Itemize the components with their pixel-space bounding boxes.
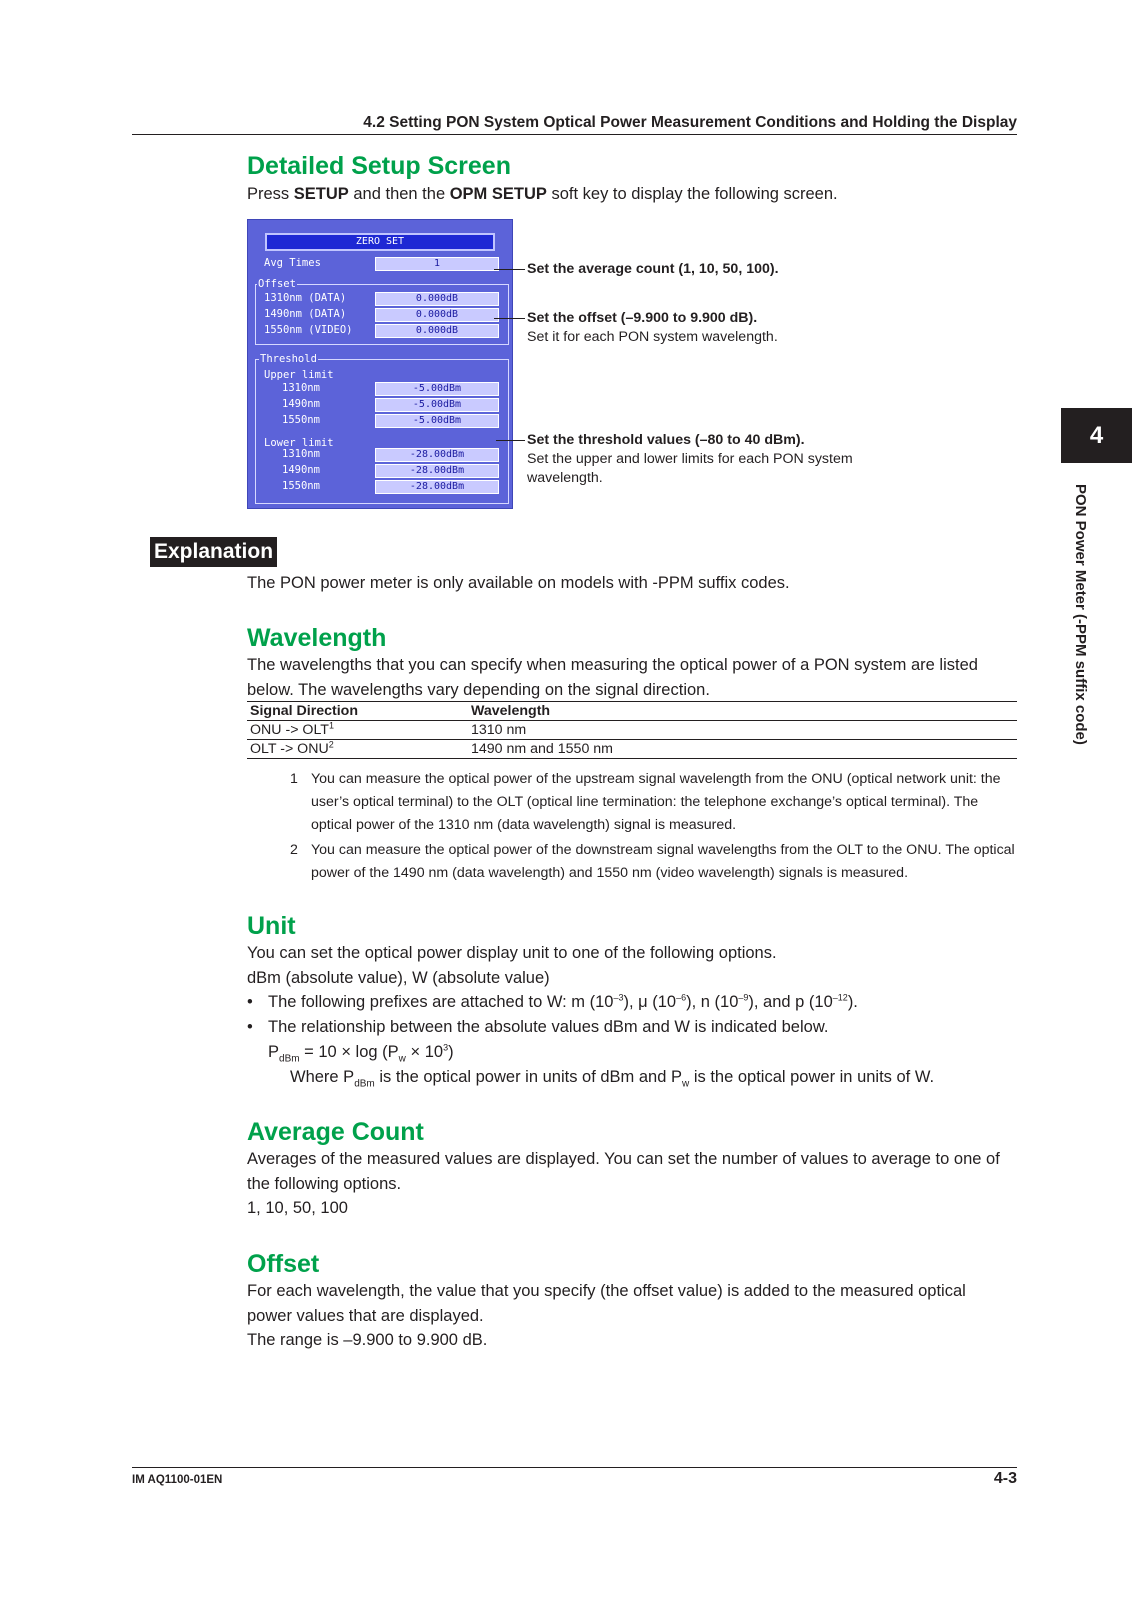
table-cell: OLT -> $ONU^2$ xyxy=(247,740,468,759)
offset-row-label: 1490nm (DATA) xyxy=(264,308,347,320)
lower-row-label: 1490nm xyxy=(282,464,320,476)
offset-row-label: 1310nm (DATA) xyxy=(264,292,347,304)
average-count-options: 1, 10, 50, 100 xyxy=(247,1199,348,1217)
offset-row-label: 1550nm (VIDEO) xyxy=(264,324,353,336)
offset-range: The range is –9.900 to 9.900 dB. xyxy=(247,1331,488,1349)
detailed-setup-intro: Press SETUP and then the OPM SETUP soft key to display the following screen. xyxy=(247,185,838,203)
lower-row-value: -28.00dBm xyxy=(375,464,499,478)
explanation-text: The PON power meter is only available on models with -PPM suffix codes. xyxy=(247,574,790,592)
offset-row-value: 0.000dB xyxy=(375,292,499,306)
unit-bullet-1: • The following prefixes are attached to W: m $(10^{-3})$, μ $(10^{-6})$, n $(10^{-9})$, and p $(10^{-12})$. xyxy=(247,992,858,1011)
upper-row-label: 1490nm xyxy=(282,398,320,410)
offset-heading: Offset xyxy=(247,1250,320,1278)
unit-line-2: dBm (absolute value), W (absolute value) xyxy=(247,969,550,987)
chapter-tab: 4 xyxy=(1061,408,1132,463)
page-number: 4-3 xyxy=(993,1470,1017,1487)
avg-callout-line xyxy=(494,269,525,270)
upper-row-label: 1310nm xyxy=(282,382,320,394)
offset-row-value: 0.000dB xyxy=(375,308,499,322)
wavelength-table xyxy=(247,701,1017,759)
unit-bullet-2: • The relationship between the absolute values dBm and W is indicated below. xyxy=(247,1018,829,1036)
unit-where: Where $P_{dBm}$ is the optical power in units of dBm and $P_w$ is the optical power in units of W. xyxy=(290,1068,935,1090)
lower-row-value: -28.00dBm xyxy=(375,448,499,462)
detailed-setup-heading: Detailed Setup Screen xyxy=(247,152,511,180)
footer-rule xyxy=(132,1467,1017,1468)
unit-formula: $P_{dBm} = 10 \times \log (P_w \times 10^3)$ xyxy=(268,1042,454,1065)
offset-callout-line xyxy=(494,318,525,319)
explanation-label: Explanation xyxy=(150,537,277,567)
avg-callout: Set the average count (1, 10, 50, 100). xyxy=(527,261,779,277)
offset-callout: Set the offset (–9.900 to 9.900 dB). Set it for each PON system wavelength. xyxy=(527,310,778,345)
table-header: Signal Direction xyxy=(247,702,468,721)
threshold-group-title: Threshold xyxy=(260,353,317,365)
header-rule xyxy=(132,134,1017,135)
table-row xyxy=(247,740,1017,759)
wavelength-heading: Wavelength xyxy=(247,624,387,652)
table-cell: ONU -> $OLT^1$ xyxy=(247,721,468,740)
unit-heading: Unit xyxy=(247,912,296,940)
avg-times-label: Avg Times xyxy=(264,257,321,269)
average-count-text: Averages of the measured values are displayed. You can set the number of values to average to one of the following options. xyxy=(247,1150,1000,1193)
table-header-row xyxy=(247,702,1017,721)
zero-set-button: ZERO SET xyxy=(265,233,495,251)
wavelength-text: The wavelengths that you can specify when measuring the optical power of a PON system are listed below. The wavelengths vary depending on the signal direction. xyxy=(247,656,978,699)
footnote-1: 1 You can measure the optical power of the upstream signal wavelength from the ONU (optical network unit: the user’s optical terminal) to the OLT (optical line termination: the telephone exchange’s optical terminal). The optical power of the 1310 nm (data wavelength) signal is measured. xyxy=(290,771,1001,833)
manual-number: IM AQ1100-01EN xyxy=(132,1474,223,1486)
table-cell: 1310 nm xyxy=(468,721,1017,740)
upper-row-value: -5.00dBm xyxy=(375,398,499,412)
running-header: 4.2 Setting PON System Optical Power Measurement Conditions and Holding the Display xyxy=(363,114,1017,131)
table-header: Wavelength xyxy=(468,702,1017,721)
chapter-side-title: PON Power Meter (-PPM suffix code) xyxy=(1072,484,1089,745)
upper-row-label: 1550nm xyxy=(282,414,320,426)
unit-line-1: You can set the optical power display unit to one of the following options. xyxy=(247,944,777,962)
lower-row-label: 1310nm xyxy=(282,448,320,460)
avg-times-value: 1 xyxy=(375,257,499,271)
average-count-heading: Average Count xyxy=(247,1118,424,1146)
table-cell: 1490 nm and 1550 nm xyxy=(468,740,1017,759)
offset-text: For each wavelength, the value that you specify (the offset value) is added to the measured optical power values that are displayed. xyxy=(247,1282,966,1325)
upper-row-value: -5.00dBm xyxy=(375,382,499,396)
upper-limit-label: Upper limit xyxy=(264,369,334,381)
lower-row-label: 1550nm xyxy=(282,480,320,492)
offset-group-title: Offset xyxy=(258,278,296,290)
table-row xyxy=(247,721,1017,740)
lower-row-value: -28.00dBm xyxy=(375,480,499,494)
threshold-callout-line xyxy=(496,440,525,441)
lower-limit-label: Lower limit xyxy=(264,437,334,449)
setup-screen-image xyxy=(247,219,513,509)
upper-row-value: -5.00dBm xyxy=(375,414,499,428)
footnote-2: 2 You can measure the optical power of the downstream signal wavelengths from the OLT to the ONU. The optical power of the 1490 nm (data wavelength) and 1550 nm (video wavelength) signals is measured. xyxy=(290,842,1015,881)
offset-row-value: 0.000dB xyxy=(375,324,499,338)
threshold-callout: Set the threshold values (–80 to 40 dBm). Set the upper and lower limits for each PON system wavelength. xyxy=(527,432,853,486)
